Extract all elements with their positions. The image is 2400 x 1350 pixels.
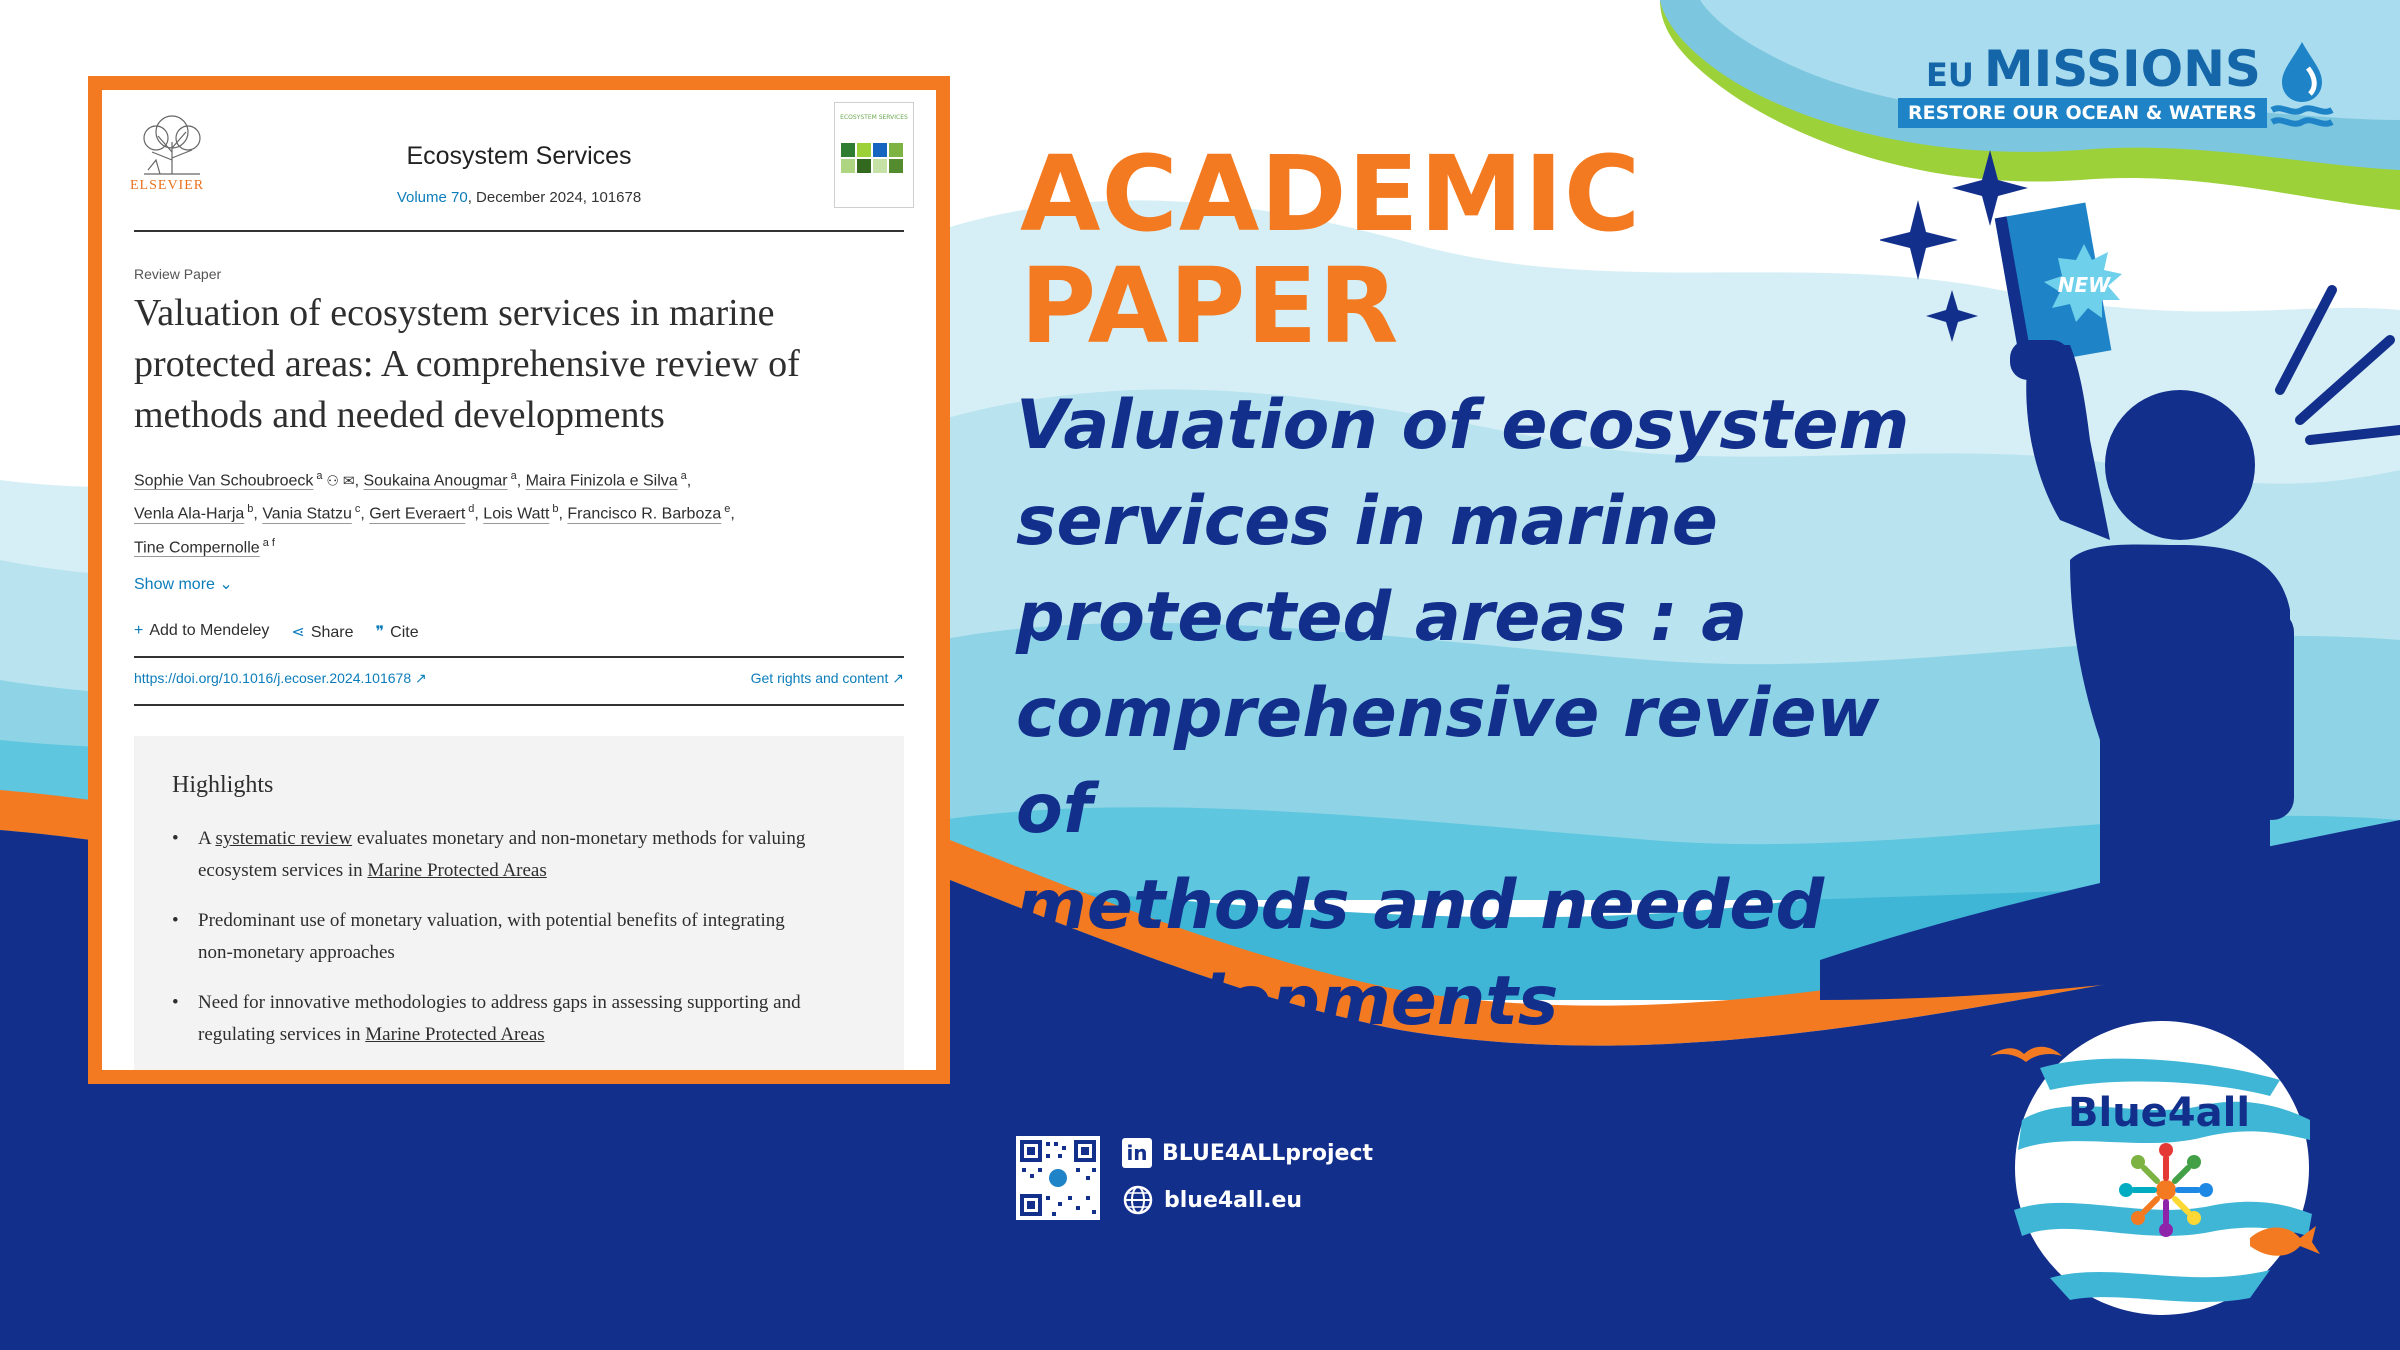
paper-screenshot-frame [88, 76, 950, 1084]
author-affiliation: a [680, 470, 687, 482]
journal-name[interactable]: Ecosystem Services [406, 142, 632, 170]
mpa-link[interactable]: Marine Protected Areas [367, 860, 547, 881]
cite-button[interactable] [376, 622, 419, 642]
title-line: developments [1016, 962, 1559, 1041]
highlight-text: Predominant use of monetary valuation, with potential benefits of integrating non-monetary approaches [198, 910, 785, 963]
header-divider [134, 230, 904, 232]
doi-divider [134, 704, 904, 706]
person-icon: ⚇ ✉ [322, 472, 355, 489]
doi-text: https://doi.org/10.1016/j.ecoser.2024.101678 [134, 670, 412, 686]
website-row[interactable] [1122, 1184, 1302, 1216]
elsevier-wordmark: ELSEVIER [130, 178, 205, 193]
highlight-item [172, 823, 812, 887]
article-actions [134, 622, 419, 642]
share-icon: ⋖ [291, 624, 305, 641]
article-type: Review Paper [134, 266, 222, 282]
article-title: Valuation of ecosystem services in marine protected areas: A comprehensive review of methods and needed developments [134, 292, 800, 436]
linkedin-icon: in [1122, 1138, 1152, 1168]
rights-link[interactable] [751, 670, 904, 687]
show-more-label: Show more [134, 576, 215, 593]
linkedin-row[interactable] [1122, 1138, 1373, 1168]
show-more-link[interactable] [134, 574, 233, 594]
author-affiliation: b [552, 503, 559, 516]
water-drop-icon [2268, 38, 2336, 130]
title-line: methods and needed [1016, 866, 1825, 945]
chevron-down-icon: ⌄ [219, 576, 233, 593]
external-link-icon: ↗ [415, 670, 427, 686]
eu-label: EU [1926, 56, 1974, 94]
author-affiliation: a [316, 470, 323, 482]
author-affiliation: e [724, 503, 731, 516]
author-name[interactable]: Lois Watt [483, 505, 550, 523]
author-separator: , [474, 505, 484, 523]
academic-paper-heading [1020, 133, 1642, 367]
author-name[interactable]: Soukaina Anougmar [363, 472, 508, 490]
share-button[interactable] [291, 622, 353, 642]
author-separator: , [730, 505, 735, 523]
author-name[interactable]: Tine Compernolle [134, 538, 260, 556]
external-link-icon: ↗ [892, 670, 904, 686]
person-holding-book-illustration [1880, 140, 2400, 900]
actions-divider [134, 656, 904, 658]
volume-date: , December 2024, 101678 [467, 189, 642, 206]
paper-title-heading [1016, 378, 1976, 1050]
author-name[interactable]: Venla Ala-Harja [134, 505, 245, 523]
doi-link[interactable] [134, 670, 427, 687]
linkedin-handle: BLUE4ALLproject [1162, 1140, 1373, 1166]
highlight-item [172, 905, 812, 969]
cover-title-text: ECOSYSTEM SERVICES [840, 114, 908, 121]
author-affiliation: b [247, 503, 254, 516]
author-list [134, 462, 914, 562]
volume-link[interactable]: Volume 70 [396, 189, 468, 206]
highlight-text: evaluates monetary and non-monetary methods for valuing ecosystem services in [198, 828, 806, 881]
systematic-review-link[interactable]: systematic review [215, 828, 353, 849]
title-line: protected areas : a [1016, 578, 1748, 657]
author-name[interactable]: Vania Statzu [262, 505, 352, 523]
author-separator: , [354, 472, 364, 490]
heading-line-1: ACADEMIC [1020, 133, 1642, 255]
journal-cover-image [835, 103, 913, 207]
highlight-item [172, 987, 812, 1051]
rights-text: Get rights and content [750, 670, 889, 686]
title-line: Valuation of ecosystem [1016, 386, 1910, 465]
globe-icon [1122, 1184, 1154, 1216]
blue4all-wordmark: Blue4all [2068, 1090, 2251, 1136]
title-line: comprehensive review of [1016, 674, 1880, 849]
mpa-link[interactable]: Marine Protected Areas [365, 1024, 545, 1045]
author-separator: , [558, 505, 568, 523]
plus-icon: + [134, 622, 144, 639]
eu-missions-tagline: RESTORE OUR OCEAN & WATERS [1898, 98, 2267, 128]
paper-screenshot [102, 90, 936, 1070]
author-affiliation: c [354, 503, 361, 516]
author-name[interactable]: Francisco R. Barboza [567, 505, 722, 523]
author-separator: , [516, 472, 526, 490]
quote-icon: ❞ [375, 624, 385, 641]
website-url: blue4all.eu [1164, 1187, 1303, 1213]
author-separator: , [253, 505, 263, 523]
mendeley-label: Add to Mendeley [149, 622, 270, 639]
title-line: services in marine [1016, 482, 1718, 561]
author-affiliation: a [510, 470, 517, 482]
eu-missions-logo [1926, 40, 2261, 98]
author-separator: , [686, 472, 692, 490]
author-separator: , [360, 505, 370, 523]
blue4all-logo [1970, 1010, 2330, 1330]
qr-code[interactable] [1016, 1136, 1100, 1220]
cite-label: Cite [390, 624, 419, 641]
highlights-title: Highlights [172, 772, 274, 798]
journal-cover-thumbnail[interactable] [834, 102, 914, 208]
missions-label: MISSIONS [1983, 40, 2261, 98]
author-name[interactable]: Sophie Van Schoubroeck [134, 472, 314, 490]
author-name[interactable]: Maira Finizola e Silva [525, 472, 678, 490]
highlights-box [134, 736, 904, 1070]
author-name[interactable]: Gert Everaert [369, 505, 466, 523]
heading-line-2: PAPER [1020, 245, 1400, 367]
journal-volume [102, 189, 936, 206]
author-affiliation: a f [262, 536, 275, 549]
highlight-text: A [198, 828, 216, 849]
share-label: Share [310, 624, 354, 641]
new-badge-text: NEW [2057, 273, 2111, 297]
highlight-text: Need for innovative methodologies to address gaps in assessing supporting and regulating services in [198, 992, 801, 1045]
author-affiliation: d [468, 503, 475, 516]
add-to-mendeley-button[interactable] [134, 622, 269, 642]
